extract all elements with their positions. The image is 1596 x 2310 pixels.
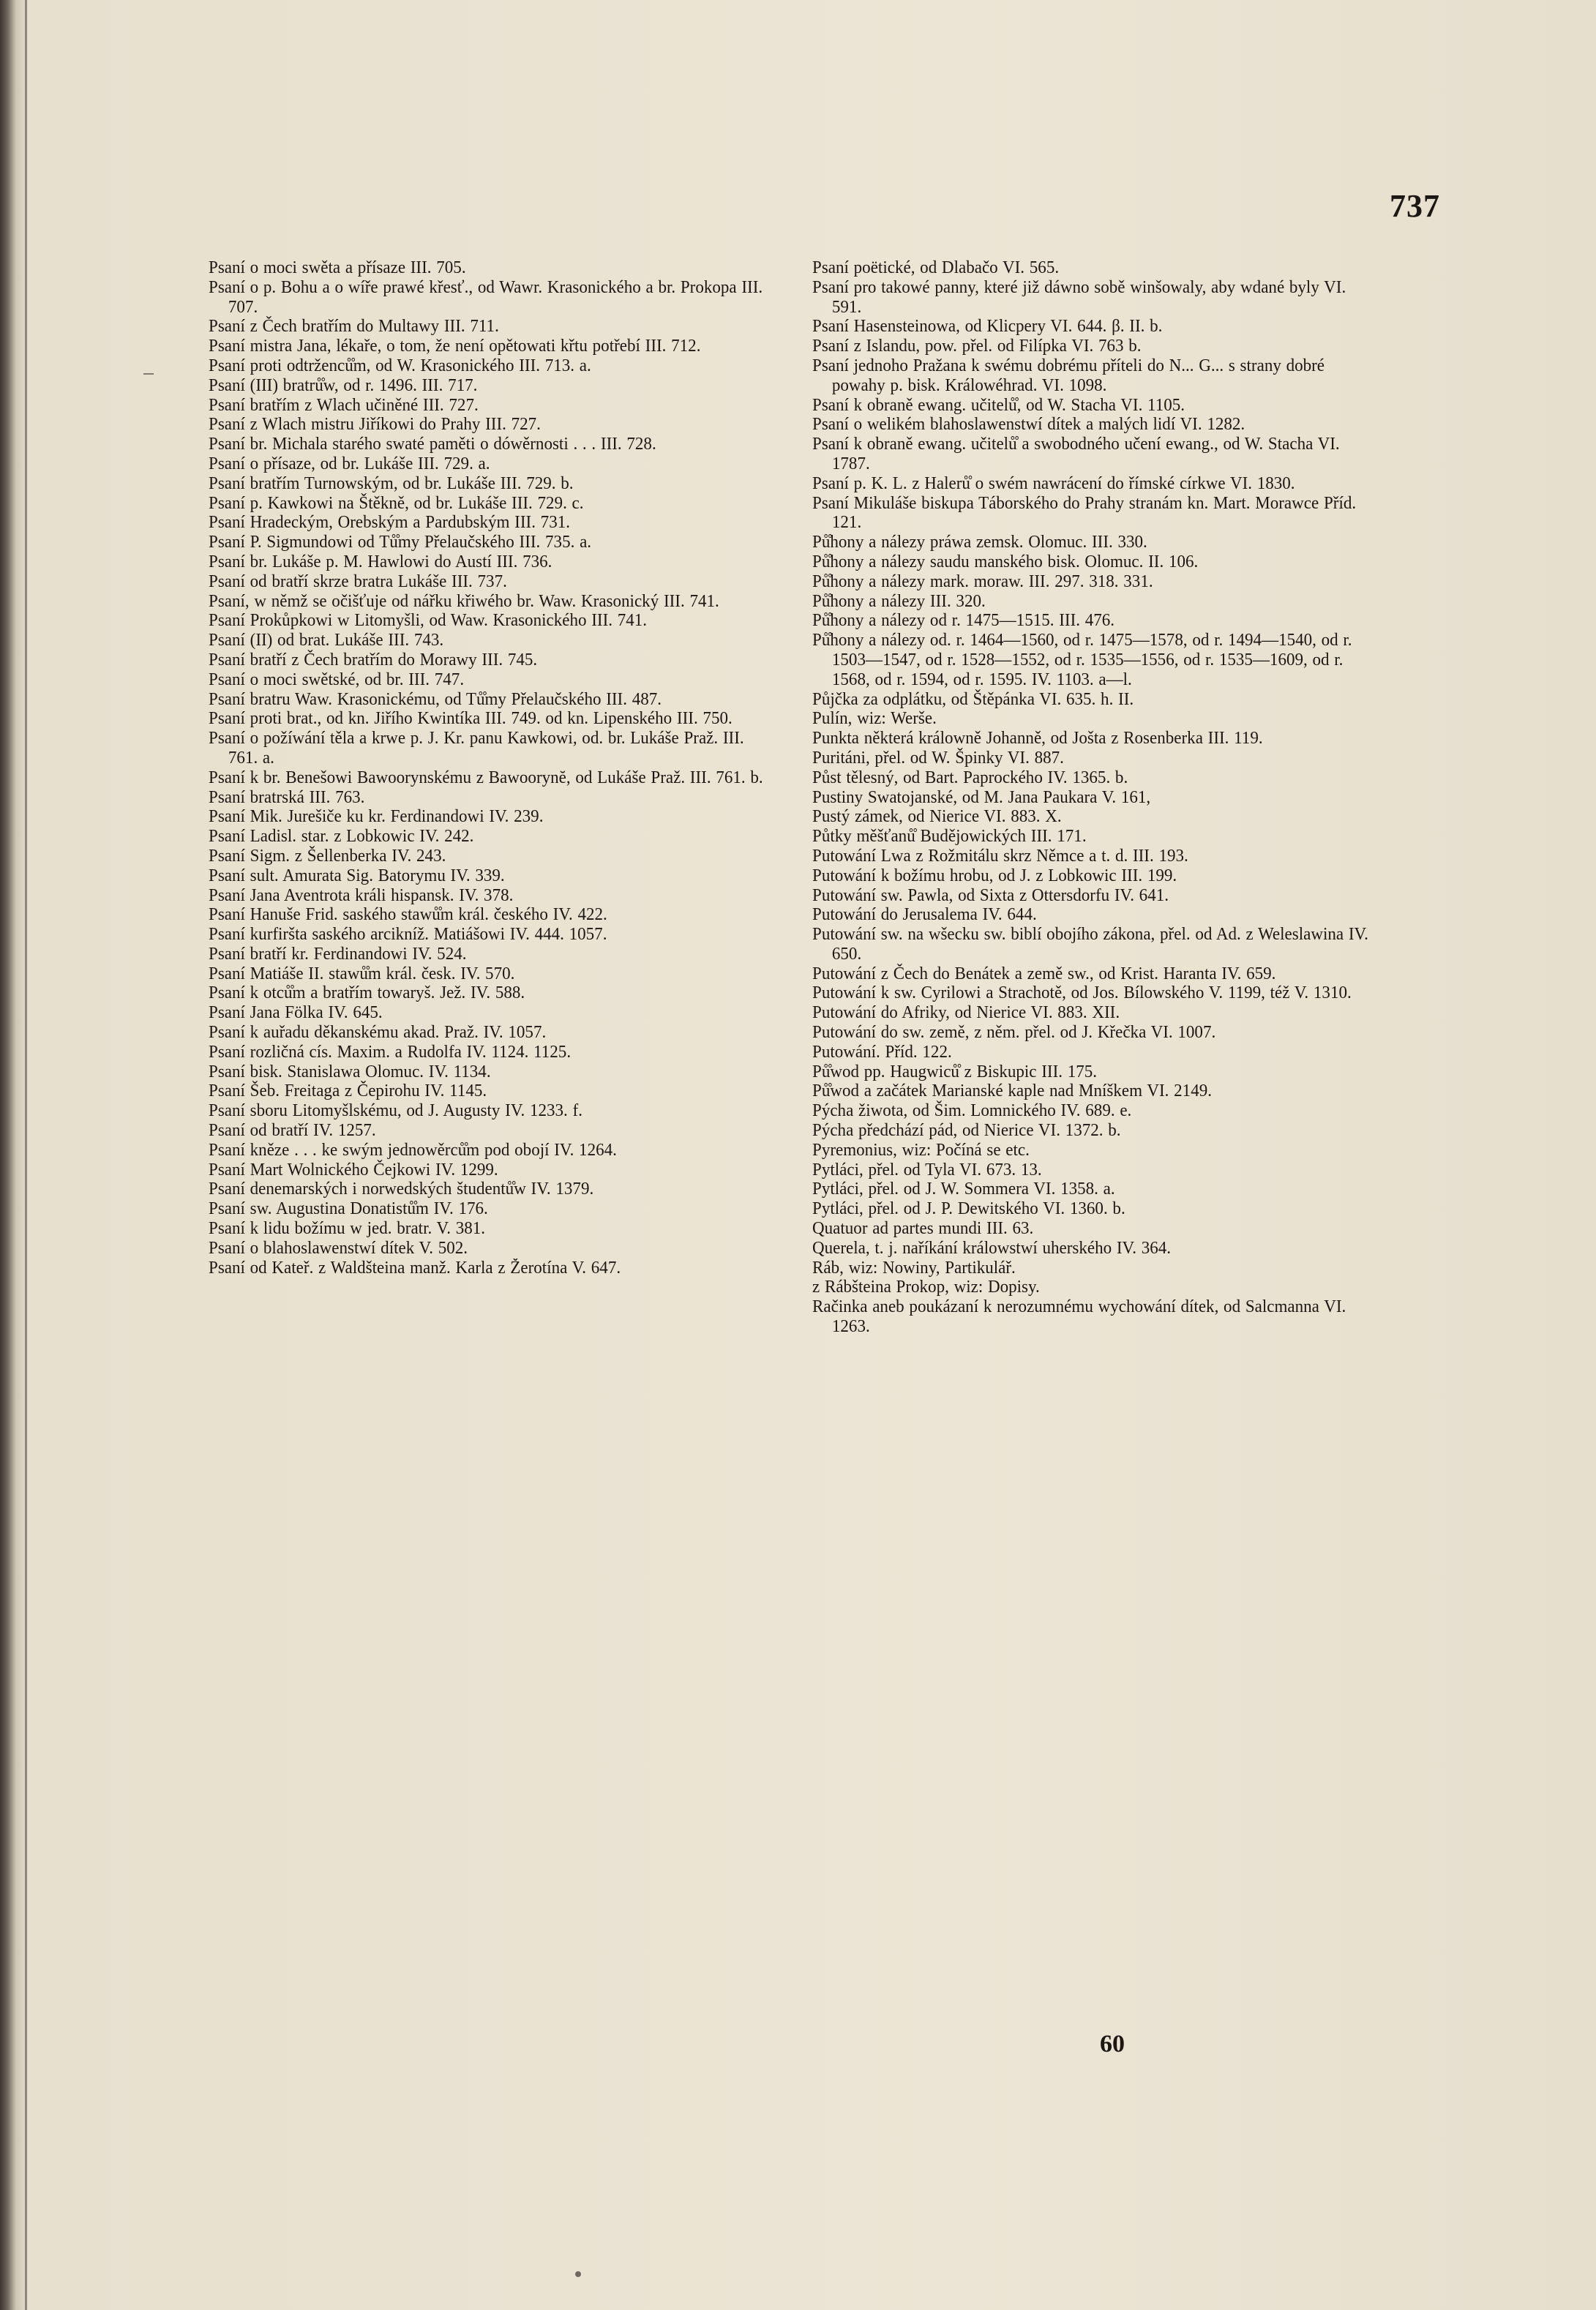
index-entry: Psaní Jana Fölka IV. 645.: [209, 1003, 383, 1023]
index-entry: Pulín, wiz: Werše.: [812, 709, 937, 729]
index-entry: Pyremonius, wiz: Počíná se etc.: [812, 1140, 1030, 1160]
index-entry: Psaní bratřím Turnowským, od br. Lukáše III. 729. b.: [209, 473, 574, 493]
index-entry: Psaní k auřadu děkanskému akad. Praž. IV. 1057.: [209, 1023, 547, 1043]
index-entry: Psaní, w němž se očišťuje od nářku křiwého br. Waw. Krasonický III. 741.: [209, 591, 719, 611]
index-entry: Psaní z Islandu, pow. přel. od Filípka VI. 763 b.: [812, 337, 1142, 356]
index-entry: Pytláci, přel. od J. W. Sommera VI. 1358. a.: [812, 1180, 1115, 1199]
index-entry: Psaní o moci swětské, od br. III. 747.: [209, 670, 465, 689]
index-entry: Psaní bratru Waw. Krasonickému, od Tů̊my Přelaučského III. 487.: [209, 689, 662, 709]
index-entry: Psaní bisk. Stanislawa Olomuc. IV. 1134.: [209, 1062, 491, 1081]
index-entry: Putowání do sw. země, z něm. přel. od J. Křečka VI. 1007.: [812, 1023, 1216, 1043]
index-entry: Psaní o welikém blahoslawenstwí dítek a malých lidí VI. 1282.: [812, 415, 1245, 435]
index-entry: Pů̊wod a začátek Marianské kaple nad Mníškem VI. 2149.: [812, 1081, 1212, 1101]
index-entry: Psaní k obraně ewang. učitelů̊, od W. Stacha VI. 1105.: [812, 395, 1185, 415]
book-spine-shadow: [25, 0, 27, 2310]
index-entry: Putowání do Jerusalema IV. 644.: [812, 905, 1037, 925]
index-entry: Psaní Prokůpkowi w Litomyšli, od Waw. Krasonického III. 741.: [209, 611, 648, 631]
index-entry: Punkta některá králowně Johanně, od Jošta z Rosenberka III. 119.: [812, 729, 1263, 749]
index-entry: Psaní k obraně ewang. učitelů̊ a swobodného učení ewang., od W. Stacha VI. 1787.: [812, 435, 1340, 473]
index-entry: Psaní p. K. L. z Halerů̊ o swém nawrácení do římské církwe VI. 1830.: [812, 473, 1295, 493]
index-entry: Putowání sw. Pawla, od Sixta z Ottersdorfu IV. 641.: [812, 885, 1169, 905]
index-entry: Psaní Mart Wolnického Čejkowi IV. 1299.: [209, 1160, 498, 1180]
index-entry: Pustiny Swatojanské, od M. Jana Paukara V. 161,: [812, 787, 1151, 807]
index-entry: Psaní Mik. Jurešiče ku kr. Ferdinandowi IV. 239.: [209, 807, 544, 827]
margin-mark: [143, 373, 154, 375]
index-entry: Psaní Jana Aventrota králi hispansk. IV. 378.: [209, 885, 514, 905]
index-entry: Pů̊hony a nálezy III. 320.: [812, 591, 986, 611]
index-entry: Psaní od bratří skrze bratra Lukáše III. 737.: [209, 571, 507, 591]
index-entry: Psaní kněze . . . ke swým jednowěrců̊m pod obojí IV. 1264.: [209, 1140, 617, 1160]
index-entry: Pů̊hony a nálezy od r. 1475—1515. III. 476.: [812, 611, 1115, 631]
index-entry: Quatuor ad partes mundi III. 63.: [812, 1219, 1034, 1239]
ink-dot: [575, 2271, 581, 2277]
index-entry: Psaní denemarských i norwedských študentů̊w IV. 1379.: [209, 1180, 594, 1199]
index-entry: Querela, t. j. naříkání králowstwí uherského IV. 364.: [812, 1238, 1172, 1258]
page-number: 737: [1390, 188, 1440, 224]
index-entry: Putowání sw. na wšecku sw. biblí obojího zákona, přel. od Ad. z Weleslawina IV. 650.: [812, 925, 1368, 964]
index-entry: Psaní (II) od brat. Lukáše III. 743.: [209, 631, 444, 650]
index-entry: Psaní poëtické, od Dlabačo VI. 565.: [812, 258, 1060, 277]
index-entry: Psaní o přísaze, od br. Lukáše III. 729. a.: [209, 454, 490, 473]
index-entry: Putowání. Příd. 122.: [812, 1042, 952, 1062]
index-column-left: [209, 258, 788, 1278]
index-entry: Pytláci, přel. od J. P. Dewitského VI. 1360. b.: [812, 1199, 1125, 1219]
index-entry: Psaní p. Kawkowi na Štěkně, od br. Lukáše III. 729. c.: [209, 493, 584, 513]
index-entry: Pustý zámek, od Nierice VI. 883. X.: [812, 807, 1062, 827]
index-entry: Psaní Sigm. z Šellenberka IV. 243.: [209, 846, 446, 866]
index-entry: Psaní Ladisl. star. z Lobkowic IV. 242.: [209, 827, 474, 847]
index-entry: Psaní o blahoslawenstwí dítek V. 502.: [209, 1238, 468, 1258]
index-entry: Putowání do Afriky, od Nierice VI. 883. XII.: [812, 1003, 1120, 1023]
index-entry: Psaní k otců̊m a bratřím towaryš. Jež. IV. 588.: [209, 983, 525, 1003]
index-entry: Putowání Lwa z Rožmitálu skrz Němce a t. d. III. 193.: [812, 846, 1188, 866]
index-entry: Půjčka za odplátku, od Štěpánka VI. 635. h. II.: [812, 689, 1134, 709]
index-entry: Půtky měšťanů̊ Budějowických III. 171.: [812, 827, 1087, 847]
index-entry: Pýcha předchází pád, od Nierice VI. 1372. b.: [812, 1121, 1121, 1141]
signature-mark: 60: [1100, 2030, 1125, 2058]
index-entry: Pytláci, přel. od Tyla VI. 673. 13.: [812, 1160, 1042, 1180]
index-entry: Psaní Hradeckým, Orebským a Pardubským III. 731.: [209, 513, 570, 533]
index-entry: Psaní Hanuše Frid. saského stawů̊m král. českého IV. 422.: [209, 905, 607, 925]
index-entry: Pů̊hony a nálezy práwa zemsk. Olomuc. III. 330.: [812, 533, 1147, 552]
index-entry: Půst tělesný, od Bart. Paprockého IV. 1365. b.: [812, 768, 1128, 787]
index-entry: Psaní mistra Jana, lékaře, o tom, že není opětowati křtu potřebí III. 712.: [209, 337, 701, 356]
index-entry: Psaní z Čech bratřím do Multawy III. 711.: [209, 317, 499, 337]
index-entry: Psaní z Wlach mistru Jiříkowi do Prahy III. 727.: [209, 415, 541, 435]
index-entry: Psaní proti brat., od kn. Jiřího Kwintíka III. 749. od kn. Lipenského III. 750.: [209, 709, 733, 729]
index-entry: z Rábšteina Prokop, wiz: Dopisy.: [812, 1278, 1040, 1297]
index-entry: Psaní sult. Amurata Sig. Batorymu IV. 339.: [209, 866, 505, 885]
index-entry: Psaní Hasensteinowa, od Klicpery VI. 644. β. II. b.: [812, 317, 1163, 337]
index-entry: Psaní k lidu božímu w jed. bratr. V. 381.: [209, 1219, 486, 1239]
index-entry: Psaní jednoho Pražana k swému dobrému příteli do N... G... s strany dobré powahy p. bisk. Králowéhrad. VI. 1098.: [812, 356, 1325, 395]
index-entry: Pů̊hony a nálezy od. r. 1464—1560, od r. 1475—1578, od r. 1494—1540, od r. 1503—1547, od r. 1528—1552, od r. 1535—1556, od r. 1535—1609, od r. 1568, od r. 1594, od r. 1595. IV. 1103. a—l.: [812, 631, 1352, 689]
index-entry: Psaní bratrská III. 763.: [209, 787, 365, 807]
index-entry: Psaní Matiáše II. stawů̊m král. česk. IV. 570.: [209, 964, 515, 983]
index-entry: Putowání k božímu hrobu, od J. z Lobkowic III. 199.: [812, 866, 1177, 885]
index-entry: Psaní sw. Augustina Donatistů̊m IV. 176.: [209, 1199, 488, 1219]
index-entry: Psaní k br. Benešowi Bawoorynskému z Bawoorynĕ, od Lukáše Praž. III. 761. b.: [209, 768, 763, 787]
index-entry: Ráb, wiz: Nowiny, Partikulář.: [812, 1258, 1016, 1278]
index-entry: Psaní bratřím z Wlach učiněné III. 727.: [209, 395, 479, 415]
index-entry: Psaní br. Lukáše p. M. Hawlowi do Austí III. 736.: [209, 552, 552, 571]
index-entry: Psaní o p. Bohu a o wíře prawé křesť., od Wawr. Krasonického a br. Prokopa III. 707.: [209, 277, 763, 317]
index-entry: Psaní o moci swěta a přísaze III. 705.: [209, 258, 466, 277]
index-entry: Putowání k sw. Cyrilowi a Strachotě, od Jos. Bílowského V. 1199, též V. 1310.: [812, 983, 1352, 1003]
index-entry: Pů̊hony a nálezy mark. moraw. III. 297. 318. 331.: [812, 571, 1153, 591]
index-entry: Psaní bratří z Čech bratřím do Morawy III. 745.: [209, 650, 538, 670]
index-entry: Psaní br. Michala starého swaté paměti o dówěrnosti . . . III. 728.: [209, 435, 656, 454]
index-entry: Psaní proti odtrženců̊m, od W. Krasonického III. 713. a.: [209, 356, 591, 375]
index-entry: Pýcha žiwota, od Šim. Lomnického IV. 689. e.: [812, 1101, 1132, 1121]
index-entry: Putowání z Čech do Benátek a země sw., od Krist. Haranta IV. 659.: [812, 964, 1276, 983]
index-entry: Psaní rozličná cís. Maxim. a Rudolfa IV. 1124. 1125.: [209, 1042, 572, 1062]
index-entry: Psaní kurfiršta saského arcikníž. Matiášowi IV. 444. 1057.: [209, 925, 607, 945]
index-entry: Pů̊wod pp. Haugwiců̊ z Biskupic III. 175.: [812, 1062, 1098, 1081]
index-entry: Psaní bratří kr. Ferdinandowi IV. 524.: [209, 944, 467, 964]
index-entry: Psaní Šeb. Freitaga z Čepirohu IV. 1145.: [209, 1081, 487, 1101]
index-entry: Psaní (III) bratrů̊w, od r. 1496. III. 717.: [209, 375, 478, 395]
index-entry: Psaní od bratří IV. 1257.: [209, 1121, 376, 1141]
index-entry: Pů̊hony a nálezy saudu manského bisk. Olomuc. II. 106.: [812, 552, 1199, 571]
index-entry: Račinka aneb poukázaní k nerozumnému wychowání dítek, od Salcmanna VI. 1263.: [812, 1297, 1346, 1337]
index-entry: Psaní pro takowé panny, které již dáwno sobě winšowaly, aby wdané byly VI. 591.: [812, 277, 1346, 317]
index-entry: Psaní o požíwání těla a krwe p. J. Kr. panu Kawkowi, od. br. Lukáše Praž. III. 761. a.: [209, 729, 744, 768]
index-entry: Psaní sboru Litomyšlskému, od J. Augusty IV. 1233. f.: [209, 1101, 582, 1121]
index-entry: Puritáni, přel. od W. Špinky VI. 887.: [812, 748, 1064, 768]
index-entry: Psaní od Kateř. z Waldšteina manž. Karla z Žerotína V. 647.: [209, 1258, 621, 1278]
index-column-right: [812, 258, 1398, 1337]
index-entry: Psaní Mikuláše biskupa Táborského do Prahy stranám kn. Mart. Morawce Příd. 121.: [812, 493, 1357, 533]
index-entry: Psaní P. Sigmundowi od Tů̊my Přelaučského III. 735. a.: [209, 533, 592, 552]
